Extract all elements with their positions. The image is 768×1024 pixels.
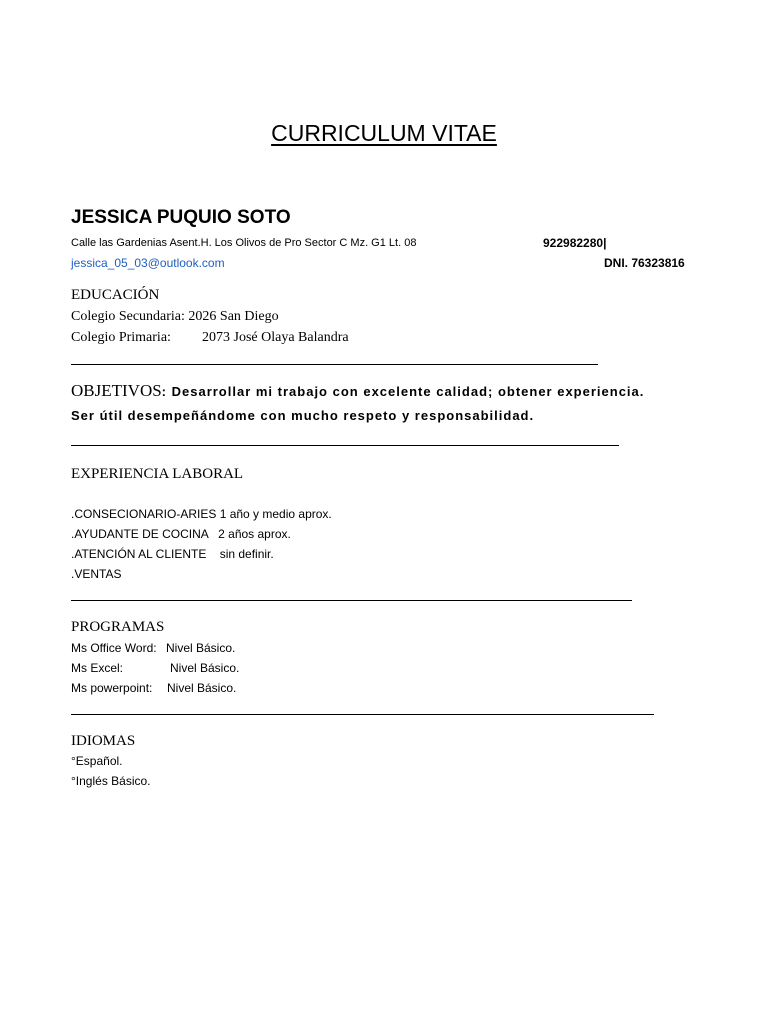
- divider-line: [71, 600, 632, 601]
- candidate-name: JESSICA PUQUIO SOTO: [71, 207, 291, 228]
- education-heading: EDUCACIÓN: [71, 287, 160, 303]
- education-secondary: Colegio Secundaria: 2026 San Diego: [71, 309, 279, 324]
- phone-number: 922982280|: [543, 236, 607, 250]
- divider-line: [71, 364, 598, 365]
- language-item: °Español.: [71, 754, 123, 768]
- address: Calle las Gardenias Asent.H. Los Olivos de Pro Sector C Mz. G1 Lt. 08: [71, 237, 417, 249]
- objectives-text-line2: Ser útil desempeñándome con mucho respeto y responsabilidad.: [71, 408, 535, 423]
- languages-heading: IDIOMAS: [71, 733, 136, 749]
- programs-heading: PROGRAMAS: [71, 619, 165, 635]
- education-primary-value: 2073 José Olaya Balandra: [202, 330, 349, 345]
- document-title: CURRICULUM VITAE: [271, 120, 497, 146]
- program-name: Ms Office Word:: [71, 641, 157, 655]
- language-item: °Inglés Básico.: [71, 774, 151, 788]
- experience-item: .CONSECIONARIO-ARIES 1 año y medio aprox.: [71, 507, 332, 521]
- experience-item: .VENTAS: [71, 567, 122, 581]
- email-link[interactable]: jessica_05_03@outlook.com: [71, 256, 225, 270]
- program-level: Nivel Básico.: [166, 641, 236, 655]
- divider-line: [71, 445, 619, 446]
- experience-item: .AYUDANTE DE COCINA 2 años aprox.: [71, 527, 291, 541]
- program-name: Ms powerpoint:: [71, 681, 153, 695]
- experience-item: .ATENCIÓN AL CLIENTE sin definir.: [71, 547, 274, 561]
- divider-line: [71, 714, 654, 715]
- objectives-block: [71, 381, 644, 401]
- program-level: Nivel Básico.: [170, 661, 240, 675]
- objectives-text-line1: : Desarrollar mi trabajo con excelente calidad; obtener experiencia.: [161, 384, 645, 399]
- education-primary-label: Colegio Primaria:: [71, 330, 171, 345]
- experience-heading: EXPERIENCIA LABORAL: [71, 466, 244, 482]
- objectives-heading: OBJETIVOS: [71, 381, 162, 400]
- dni-number: DNI. 76323816: [604, 256, 685, 270]
- program-level: Nivel Básico.: [167, 681, 237, 695]
- program-name: Ms Excel:: [71, 661, 124, 675]
